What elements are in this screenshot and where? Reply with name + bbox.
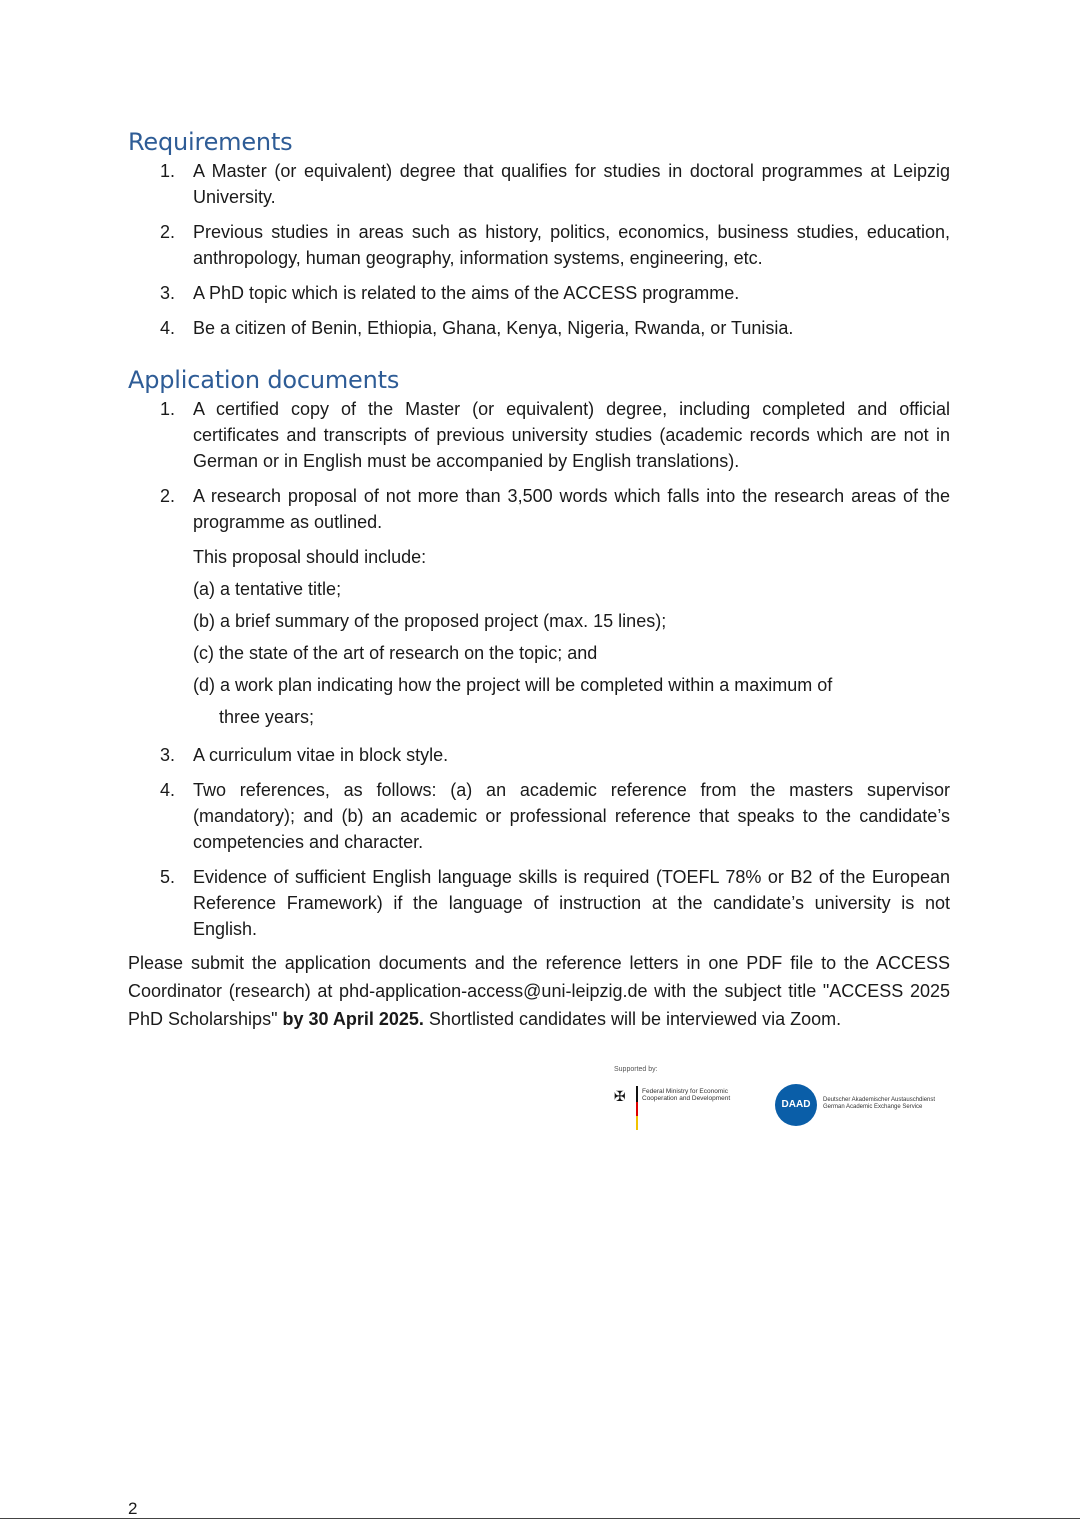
item-text: A research proposal of not more than 3,500 words which falls into the research areas of the programme as outlined. <box>193 486 950 532</box>
list-item <box>128 777 950 855</box>
bmz-logo-text: Federal Ministry for Economic Cooperation and Development <box>642 1088 731 1102</box>
list-item <box>128 483 950 733</box>
page-number: 2 <box>128 1499 138 1518</box>
item-number: 2. <box>160 486 176 506</box>
item-text: Be a citizen of Benin, Ethiopia, Ghana, Kenya, Nigeria, Rwanda, or Tunisia. <box>193 318 794 338</box>
application-documents-list <box>128 396 950 942</box>
interview-text: Shortlisted candidates will be interviewed via Zoom. <box>428 1009 842 1029</box>
submission-paragraph <box>128 949 950 1033</box>
daad-logo-icon: DAAD <box>775 1084 817 1126</box>
item-number: 3. <box>160 745 176 765</box>
item-text: A curriculum vitae in block style. <box>193 745 449 765</box>
page-bottom-divider <box>0 1518 1080 1519</box>
application-documents-heading: Application documents <box>128 366 400 394</box>
list-item <box>128 158 950 210</box>
item-text: A Master (or equivalent) degree that qualifies for studies in doctoral programmes at Leipzig University. <box>193 161 950 207</box>
item-number: 1. <box>160 399 176 419</box>
item-text: A certified copy of the Master (or equivalent) degree, including completed and official certificates and transcripts of previous university studies (academic records which are not in German or in English must be accompanied by English translations). <box>193 399 950 471</box>
list-item <box>128 396 950 474</box>
submission-text: Please submit the application documents and the reference letters in one PDF file to the ACCESS Coordinator (research) at phd-application-access@uni-leipzig.de with the subject title "ACCESS 2025 PhD Scholarships" <box>128 953 950 1029</box>
proposal-item-b: (b) a brief summary of the proposed project (max. 15 lines); <box>193 611 667 631</box>
list-item <box>128 742 950 768</box>
list-item <box>128 219 950 271</box>
proposal-item-d: (d) a work plan indicating how the project will be completed within a maximum of <box>193 675 833 695</box>
page-content <box>128 126 950 1051</box>
deadline-text: by 30 April 2025. <box>282 1009 424 1029</box>
item-text: Previous studies in areas such as history, politics, economics, business studies, education, anthropology, human geography, information systems, engineering, etc. <box>193 222 950 268</box>
item-number: 1. <box>160 161 176 181</box>
item-number: 5. <box>160 867 176 887</box>
list-item <box>128 864 950 942</box>
bmz-logo <box>612 1086 732 1132</box>
sponsor-logos <box>612 1064 952 1136</box>
item-text: A PhD topic which is related to the aims of the ACCESS programme. <box>193 283 740 303</box>
daad-logo-text: Deutscher Akademischer Austauschdienst German Academic Exchange Service <box>823 1097 936 1110</box>
proposal-item-d-continued: three years; <box>219 707 315 727</box>
list-item <box>128 315 950 341</box>
item-text: Evidence of sufficient English language skills is required (TOEFL 78% or B2 of the European Reference Framework) if the language of instruction at the candidate’s university is not English. <box>193 867 950 939</box>
federal-eagle-icon: ✠ <box>614 1088 626 1104</box>
requirements-heading: Requirements <box>128 128 293 156</box>
item-text: Two references, as follows: (a) an academic reference from the masters supervisor (mandatory); and (b) an academic or professional reference that speaks to the candidate’s competencies and character. <box>193 780 950 852</box>
requirements-list <box>128 158 950 341</box>
item-number: 4. <box>160 780 176 800</box>
supported-by-label: Supported by: <box>614 1066 658 1073</box>
proposal-sublist <box>193 541 950 733</box>
proposal-item-c: (c) the state of the art of research on the topic; and <box>193 643 598 663</box>
proposal-item-a: (a) a tentative title; <box>193 579 342 599</box>
item-number: 4. <box>160 318 176 338</box>
item-number: 3. <box>160 283 176 303</box>
item-number: 2. <box>160 222 176 242</box>
list-item <box>128 280 950 306</box>
proposal-intro: This proposal should include: <box>193 547 427 567</box>
